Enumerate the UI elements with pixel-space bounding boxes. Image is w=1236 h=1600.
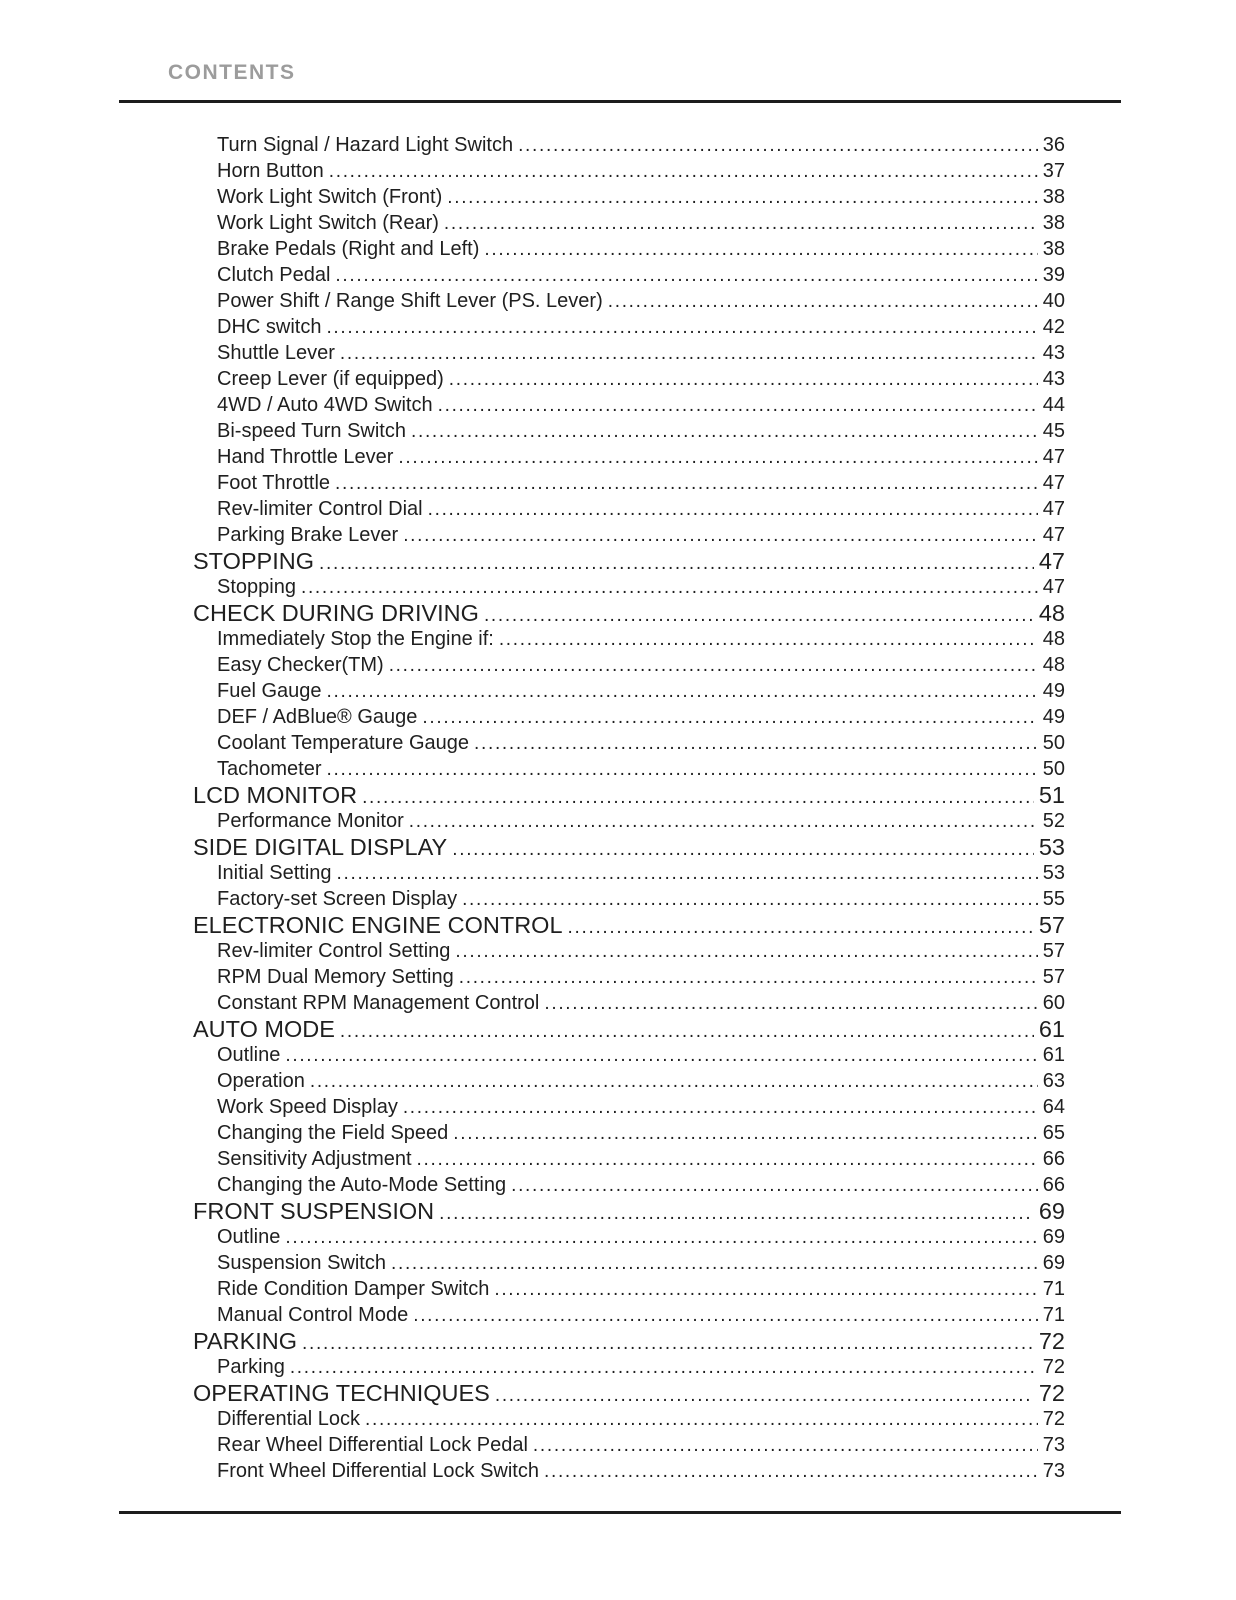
dot-leader	[403, 1094, 1038, 1121]
toc-entry-label: Work Light Switch (Rear)	[217, 212, 439, 234]
dot-leader	[494, 1276, 1037, 1303]
toc-entry-label: SIDE DIGITAL DISPLAY	[193, 834, 448, 860]
toc-entry-label: Changing the Field Speed	[217, 1122, 449, 1144]
dot-leader	[413, 1302, 1038, 1329]
toc-entry-page: 48	[1042, 654, 1065, 676]
dot-leader	[326, 314, 1037, 341]
toc-entry-label: FRONT SUSPENSION	[193, 1198, 435, 1224]
toc-entry-page: 69	[1042, 1252, 1065, 1274]
toc-entry	[193, 730, 1065, 756]
toc-entry	[193, 1276, 1065, 1302]
toc-entry	[193, 548, 1065, 574]
dot-leader	[518, 132, 1038, 159]
toc-entry	[193, 262, 1065, 288]
toc-entry	[193, 574, 1065, 600]
toc-entry	[193, 1198, 1065, 1224]
toc-entry-page: 52	[1042, 810, 1065, 832]
dot-leader	[285, 1224, 1037, 1251]
dot-leader	[495, 1380, 1034, 1409]
toc-list	[193, 132, 1065, 1484]
toc-entry	[193, 600, 1065, 626]
toc-entry	[193, 1094, 1065, 1120]
toc-entry-page: 49	[1042, 680, 1065, 702]
toc-entry	[193, 522, 1065, 548]
toc-entry-page: 36	[1042, 134, 1065, 156]
toc-entry	[193, 782, 1065, 808]
toc-entry	[193, 834, 1065, 860]
toc-entry-page: 48	[1038, 600, 1065, 626]
toc-entry-page: 50	[1042, 732, 1065, 754]
dot-leader	[403, 522, 1038, 549]
dot-leader	[340, 1016, 1034, 1045]
toc-entry-page: 57	[1042, 966, 1065, 988]
dot-leader	[335, 262, 1037, 289]
toc-entry-label: Stopping	[217, 576, 296, 598]
toc-entry-label: Hand Throttle Lever	[217, 446, 394, 468]
toc-entry-label: Front Wheel Differential Lock Switch	[217, 1460, 539, 1482]
toc-entry	[193, 626, 1065, 652]
toc-entry-label: Initial Setting	[217, 862, 332, 884]
toc-entry-page: 39	[1042, 264, 1065, 286]
toc-entry-page: 37	[1042, 160, 1065, 182]
dot-leader	[319, 548, 1034, 577]
toc-entry	[193, 392, 1065, 418]
dot-leader	[459, 964, 1038, 991]
toc-entry-label: CHECK DURING DRIVING	[193, 600, 479, 626]
toc-entry-page: 60	[1042, 992, 1065, 1014]
toc-entry	[193, 1380, 1065, 1406]
toc-entry-page: 69	[1038, 1198, 1065, 1224]
toc-entry	[193, 964, 1065, 990]
toc-entry-label: RPM Dual Memory Setting	[217, 966, 454, 988]
toc-entry-label: Clutch Pedal	[217, 264, 331, 286]
toc-entry-label: Coolant Temperature Gauge	[217, 732, 470, 754]
dot-leader	[327, 678, 1038, 705]
toc-entry-page: 51	[1038, 782, 1065, 808]
toc-entry	[193, 860, 1065, 886]
toc-entry-page: 72	[1038, 1328, 1065, 1354]
dot-leader	[310, 1068, 1038, 1095]
toc-entry-page: 53	[1042, 862, 1065, 884]
toc-entry-page: 61	[1038, 1016, 1065, 1042]
toc-entry	[193, 652, 1065, 678]
toc-entry-label: Outline	[217, 1044, 281, 1066]
toc-entry-page: 71	[1042, 1304, 1065, 1326]
toc-entry	[193, 704, 1065, 730]
toc-entry-page: 47	[1042, 498, 1065, 520]
toc-entry-label: Performance Monitor	[217, 810, 404, 832]
toc-entry-page: 53	[1038, 834, 1065, 860]
dot-leader	[568, 912, 1034, 941]
toc-entry-page: 73	[1042, 1434, 1065, 1456]
dot-leader	[422, 704, 1037, 731]
dot-leader	[409, 808, 1038, 835]
toc-entry-label: Parking Brake Lever	[217, 524, 399, 546]
dot-leader	[439, 1198, 1034, 1227]
toc-entry	[193, 756, 1065, 782]
toc-entry	[193, 496, 1065, 522]
toc-entry-page: 65	[1042, 1122, 1065, 1144]
dot-leader	[484, 236, 1037, 263]
dot-leader	[511, 1172, 1038, 1199]
toc-entry-label: AUTO MODE	[193, 1016, 335, 1042]
dot-leader	[455, 938, 1037, 965]
toc-entry	[193, 1250, 1065, 1276]
dot-leader	[365, 1406, 1038, 1433]
toc-entry-page: 61	[1042, 1044, 1065, 1066]
toc-entry	[193, 314, 1065, 340]
toc-entry	[193, 1172, 1065, 1198]
toc-entry	[193, 1406, 1065, 1432]
toc-entry-label: Work Speed Display	[217, 1096, 398, 1118]
toc-entry	[193, 938, 1065, 964]
toc-entry-page: 57	[1038, 912, 1065, 938]
toc-entry-page: 66	[1042, 1148, 1065, 1170]
toc-entry	[193, 418, 1065, 444]
header-rule	[119, 100, 1121, 103]
toc-entry	[193, 1224, 1065, 1250]
toc-entry	[193, 1328, 1065, 1354]
toc-entry-page: 49	[1042, 706, 1065, 728]
toc-entry-label: Horn Button	[217, 160, 324, 182]
dot-leader	[533, 1432, 1038, 1459]
toc-entry	[193, 210, 1065, 236]
toc-entry-page: 45	[1042, 420, 1065, 442]
toc-entry	[193, 1432, 1065, 1458]
toc-entry-page: 64	[1042, 1096, 1065, 1118]
toc-entry-label: ELECTRONIC ENGINE CONTROL	[193, 912, 563, 938]
toc-entry	[193, 990, 1065, 1016]
toc-entry-page: 73	[1042, 1460, 1065, 1482]
toc-entry-label: PARKING	[193, 1328, 298, 1354]
toc-entry-page: 42	[1042, 316, 1065, 338]
toc-entry	[193, 366, 1065, 392]
toc-entry-label: Rear Wheel Differential Lock Pedal	[217, 1434, 528, 1456]
toc-entry	[193, 1302, 1065, 1328]
toc-entry-label: STOPPING	[193, 548, 315, 574]
toc-entry-page: 47	[1042, 472, 1065, 494]
toc-entry-label: Fuel Gauge	[217, 680, 322, 702]
dot-leader	[474, 730, 1038, 757]
toc-entry	[193, 1458, 1065, 1484]
toc-entry-page: 43	[1042, 342, 1065, 364]
toc-entry-label: Constant RPM Management Control	[217, 992, 540, 1014]
toc-entry-page: 69	[1042, 1226, 1065, 1248]
toc-entry-page: 48	[1042, 628, 1065, 650]
toc-entry-page: 47	[1042, 446, 1065, 468]
toc-entry-label: Operation	[217, 1070, 305, 1092]
toc-entry	[193, 886, 1065, 912]
dot-leader	[499, 626, 1038, 653]
toc-entry-label: Work Light Switch (Front)	[217, 186, 443, 208]
toc-entry-label: Ride Condition Damper Switch	[217, 1278, 490, 1300]
toc-entry-page: 40	[1042, 290, 1065, 312]
toc-entry	[193, 678, 1065, 704]
toc-entry	[193, 132, 1065, 158]
toc-entry-label: Differential Lock	[217, 1408, 361, 1430]
toc-entry-page: 38	[1042, 212, 1065, 234]
toc-entry-label: DEF / AdBlue® Gauge	[217, 706, 418, 728]
dot-leader	[398, 444, 1037, 471]
toc-entry-page: 72	[1042, 1408, 1065, 1430]
toc-entry-page: 47	[1042, 524, 1065, 546]
toc-entry-label: Suspension Switch	[217, 1252, 386, 1274]
toc-entry-label: Power Shift / Range Shift Lever (PS. Lever)	[217, 290, 603, 312]
toc-entry-page: 63	[1042, 1070, 1065, 1092]
toc-entry-label: Brake Pedals (Right and Left)	[217, 238, 480, 260]
toc-entry-page: 72	[1038, 1380, 1065, 1406]
toc-entry-label: Bi-speed Turn Switch	[217, 420, 406, 442]
toc-entry-label: Manual Control Mode	[217, 1304, 409, 1326]
dot-leader	[411, 418, 1038, 445]
dot-leader	[462, 886, 1038, 913]
toc-entry	[193, 912, 1065, 938]
dot-leader	[290, 1354, 1038, 1381]
toc-entry	[193, 288, 1065, 314]
dot-leader	[438, 392, 1038, 419]
toc-entry-page: 38	[1042, 238, 1065, 260]
dot-leader	[449, 366, 1038, 393]
toc-entry	[193, 470, 1065, 496]
dot-leader	[301, 574, 1038, 601]
dot-leader	[453, 1120, 1037, 1147]
toc-entry-label: Immediately Stop the Engine if:	[217, 628, 494, 650]
dot-leader	[327, 756, 1038, 783]
toc-entry-label: Rev-limiter Control Setting	[217, 940, 451, 962]
toc-entry-page: 71	[1042, 1278, 1065, 1300]
toc-entry-page: 66	[1042, 1174, 1065, 1196]
toc-entry-label: DHC switch	[217, 316, 322, 338]
dot-leader	[544, 1458, 1038, 1485]
dot-leader	[417, 1146, 1038, 1173]
toc-entry-page: 38	[1042, 186, 1065, 208]
toc-entry-page: 44	[1042, 394, 1065, 416]
footer-rule	[119, 1511, 1121, 1514]
toc-entry	[193, 184, 1065, 210]
toc-entry-label: Outline	[217, 1226, 281, 1248]
dot-leader	[285, 1042, 1037, 1069]
toc-entry-label: Tachometer	[217, 758, 322, 780]
toc-entry	[193, 1042, 1065, 1068]
toc-entry-page: 43	[1042, 368, 1065, 390]
toc-entry-label: Foot Throttle	[217, 472, 331, 494]
toc-entry-label: Shuttle Lever	[217, 342, 335, 364]
toc-entry-page: 57	[1042, 940, 1065, 962]
toc-entry	[193, 1146, 1065, 1172]
toc-entry	[193, 1016, 1065, 1042]
toc-entry-label: Creep Lever (if equipped)	[217, 368, 444, 390]
toc-entry	[193, 158, 1065, 184]
toc-entry-page: 55	[1042, 888, 1065, 910]
toc-entry-label: Easy Checker(TM)	[217, 654, 384, 676]
toc-entry-page: 47	[1042, 576, 1065, 598]
toc-entry-label: OPERATING TECHNIQUES	[193, 1380, 490, 1406]
toc-entry-label: Rev-limiter Control Dial	[217, 498, 423, 520]
toc-entry	[193, 1068, 1065, 1094]
dot-leader	[362, 782, 1034, 811]
toc-entry-label: Changing the Auto-Mode Setting	[217, 1174, 507, 1196]
dot-leader	[444, 210, 1038, 237]
dot-leader	[335, 470, 1038, 497]
toc-entry-label: Turn Signal / Hazard Light Switch	[217, 134, 514, 156]
toc-entry-label: Parking	[217, 1356, 285, 1378]
dot-leader	[329, 158, 1038, 185]
toc-entry	[193, 1120, 1065, 1146]
dot-leader	[452, 834, 1034, 863]
toc-entry-page: 50	[1042, 758, 1065, 780]
dot-leader	[389, 652, 1038, 679]
toc-entry-label: 4WD / Auto 4WD Switch	[217, 394, 433, 416]
page-header-label: CONTENTS	[168, 61, 296, 84]
dot-leader	[337, 860, 1038, 887]
dot-leader	[544, 990, 1037, 1017]
dot-leader	[484, 600, 1034, 629]
toc-entry-label: LCD MONITOR	[193, 782, 358, 808]
dot-leader	[608, 288, 1038, 315]
dot-leader	[302, 1328, 1034, 1357]
toc-entry-page: 72	[1042, 1356, 1065, 1378]
dot-leader	[391, 1250, 1038, 1277]
toc-entry-label: Sensitivity Adjustment	[217, 1148, 412, 1170]
toc-entry	[193, 808, 1065, 834]
toc-entry	[193, 340, 1065, 366]
toc-entry-label: Factory-set Screen Display	[217, 888, 458, 910]
toc-entry-page: 47	[1038, 548, 1065, 574]
dot-leader	[447, 184, 1038, 211]
dot-leader	[428, 496, 1038, 523]
toc-entry	[193, 444, 1065, 470]
dot-leader	[340, 340, 1038, 367]
toc-entry	[193, 1354, 1065, 1380]
toc-entry	[193, 236, 1065, 262]
